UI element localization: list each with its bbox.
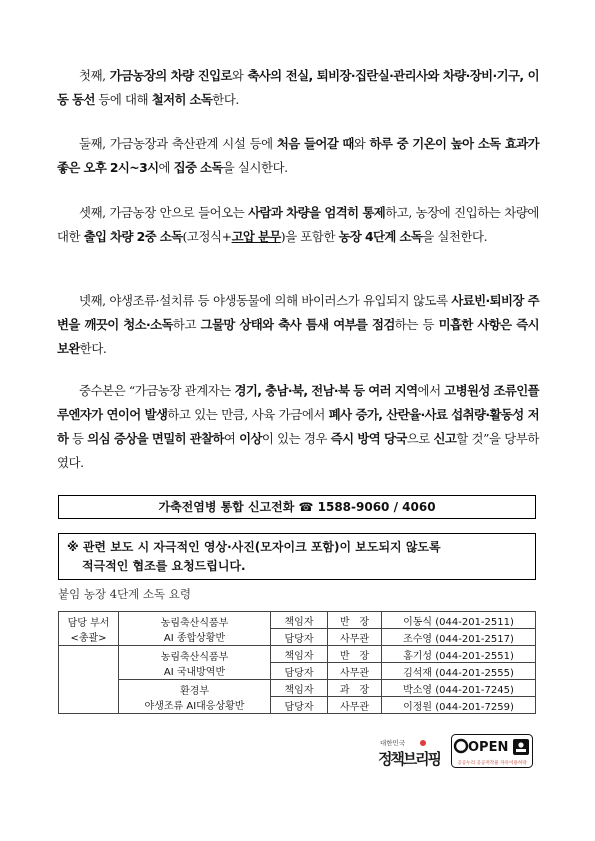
paragraph-text: 이 있는 경우 [261,431,331,446]
emphasis-text: 폐사 증가, 산란율·사료 섭취량·활동성 저하 [57,407,539,446]
header-cell [59,612,119,646]
policy-briefing-logo [378,737,442,769]
contact-cell: 이동식 (044-201-2511) [382,612,536,629]
policy-logo-dot-icon [420,740,426,746]
paragraph-text: 등에 대해 [94,92,152,107]
paragraph-text: 여 [223,431,240,446]
role-cell: 책임자 [271,646,328,663]
emphasis-text: 이상 [239,431,262,446]
emphasis-text: 사료빈·퇴비장 주변을 깨끗이 청소·소독 [57,293,539,332]
emphasis-text: 사람과 차량을 엄격히 통제 [248,205,386,220]
emphasis-text: 의심 증상을 면밀히 관찰하 [87,431,224,446]
emphasis-text: 고압 분무 [231,229,281,244]
contact-cell: 이정원 (044-201-7259) [382,697,536,714]
paragraph-third [57,201,539,249]
paragraph-text: 첫째, [79,68,110,83]
paragraph-first [57,64,539,112]
dept-name: 농림축산식품부 [160,651,229,663]
role-cell: 담당자 [271,663,328,680]
paragraph-text: 둘째, 가금농장과 축산관계 시설 등에 [79,136,277,151]
notice-line-1: ※ 관련 보도 시 자극적인 영상·사진(모자이크 포함)이 보도되지 않도록 [67,540,441,554]
title-cell: 과 장 [328,680,382,697]
dept-unit: AI 국내방역반 [163,666,226,678]
dept-cell [119,646,271,680]
emphasis-text: 집중 소독 [173,160,223,175]
paragraph-text: 하고, 농장에 진입하는 차량에 대한 [57,205,539,244]
paragraph-text: 에 [158,160,174,175]
paragraph-second [57,132,539,180]
open-logo-bar-icon [516,749,526,752]
paragraph-text: 을 실천한다. [422,229,488,244]
paragraph-quote [57,379,539,475]
paragraph-text: 을 실시한다. [222,160,288,175]
paragraph-text: 등 [68,431,88,446]
role-cell: 책임자 [271,612,328,629]
paragraph-text: 으로 [406,431,434,446]
emphasis-text: 처음 들어갈 때 [276,136,354,151]
dept-cell [119,612,271,646]
title-cell: 사무관 [328,663,382,680]
title-cell: 반 장 [328,612,382,629]
table-row [59,646,536,663]
paragraph-text: 와 [353,136,370,151]
paragraph-text: 와 [231,68,248,83]
dept-unit: AI 종합상황반 [163,632,226,644]
title-cell: 반 장 [328,646,382,663]
paragraph-text: (고정식+ [182,229,232,244]
header-dept-label: 담당 부서 [67,617,110,629]
emphasis-text: 즉시 방역 당국 [330,431,407,446]
open-logo-caption: 공공누리 공공저작물 자유이용허락 [457,761,527,766]
paragraph-text: 셋째, 가금농장 안으로 들어오는 [79,205,249,220]
emphasis-text: 신고 [433,431,457,446]
policy-logo-small-text: 대한민국 [380,739,406,747]
paragraph-text: 넷째, 야생조류·설치류 등 야생동물에 의해 바이러스가 유입되지 않도록 [79,293,452,308]
paragraph-text: 한다. [79,341,107,356]
paragraph-text: 하고 있는 만큼, 사육 가금에서 [167,407,329,422]
dept-name: 환경부 [180,685,209,697]
title-cell: 사무관 [328,629,382,646]
dept-cell [119,680,271,714]
notice-box [58,533,536,580]
contact-cell: 박소영 (044-201-7245) [382,680,536,697]
role-cell: 책임자 [271,680,328,697]
open-logo-word: OPEN [468,740,509,755]
contacts-table [58,611,536,714]
attachment-label: 붙임 농장 4단계 소독 요령 [58,587,192,601]
paragraph-text: 에서 [417,383,445,398]
title-cell: 사무관 [328,697,382,714]
paragraph-text: 한다. [212,92,239,107]
policy-logo-main-text: 정책브리핑 [378,750,442,768]
contact-cell: 김석재 (044-201-2555) [382,663,536,680]
emphasis-text: 철저히 소독 [151,92,213,107]
paragraph-text: 할 것”을 당부하였다. [57,431,539,470]
emphasis-text: 그물망 상태와 축사 틈새 여부를 점검 [200,317,395,332]
header-dept-sub: <총괄> [70,632,107,644]
role-cell: 담당자 [271,697,328,714]
emphasis-text: 출입 차량 2중 소독 [83,229,183,244]
emphasis-text: 경기, 충남·북, 전남·북 등 여러 지역 [234,383,418,398]
hotline-text: 가축전염병 통합 신고전화 ☎ 1588-9060 / 4060 [158,500,436,514]
emphasis-text: 농장 4단계 소독 [338,229,423,244]
open-license-logo [451,734,533,768]
paragraph-fourth [57,289,539,361]
contact-cell: 홍기성 (044-201-2551) [382,646,536,663]
emphasis-text: 미흡한 사항은 즉시 보완 [57,317,540,356]
open-logo-person-icon [518,742,523,747]
emphasis-text: 가금농장의 차량 진입로 [109,68,232,83]
emphasis-text: 고병원성 조류인플루엔자가 연이어 발생 [57,383,539,422]
contact-cell: 조수영 (044-201-2517) [382,629,536,646]
dept-name: 농림축산식품부 [160,617,229,629]
dept-unit: 야생조류 AI대응상황반 [144,700,245,712]
table-row [59,680,536,697]
notice-line-2: 적극적인 협조를 요청드립니다. [82,559,246,573]
paragraph-text: )을 포함한 [280,229,339,244]
paragraph-text: 중수본은 “가금농장 관계자는 [79,383,235,398]
emphasis-text: 축사의 전실, 퇴비장·집란실·관리사와 차량·장비·기구, 이동 동선 [57,68,540,107]
emphasis-text: 하루 중 기온이 높아 소독 효과가 좋은 오후 2시~3시 [57,136,539,175]
table-row [59,612,536,629]
paragraph-text: 하고 [172,317,201,332]
role-cell: 담당자 [271,629,328,646]
empty-cell [59,646,119,714]
paragraph-text: 하는 등 [394,317,439,332]
hotline-box [58,495,536,519]
